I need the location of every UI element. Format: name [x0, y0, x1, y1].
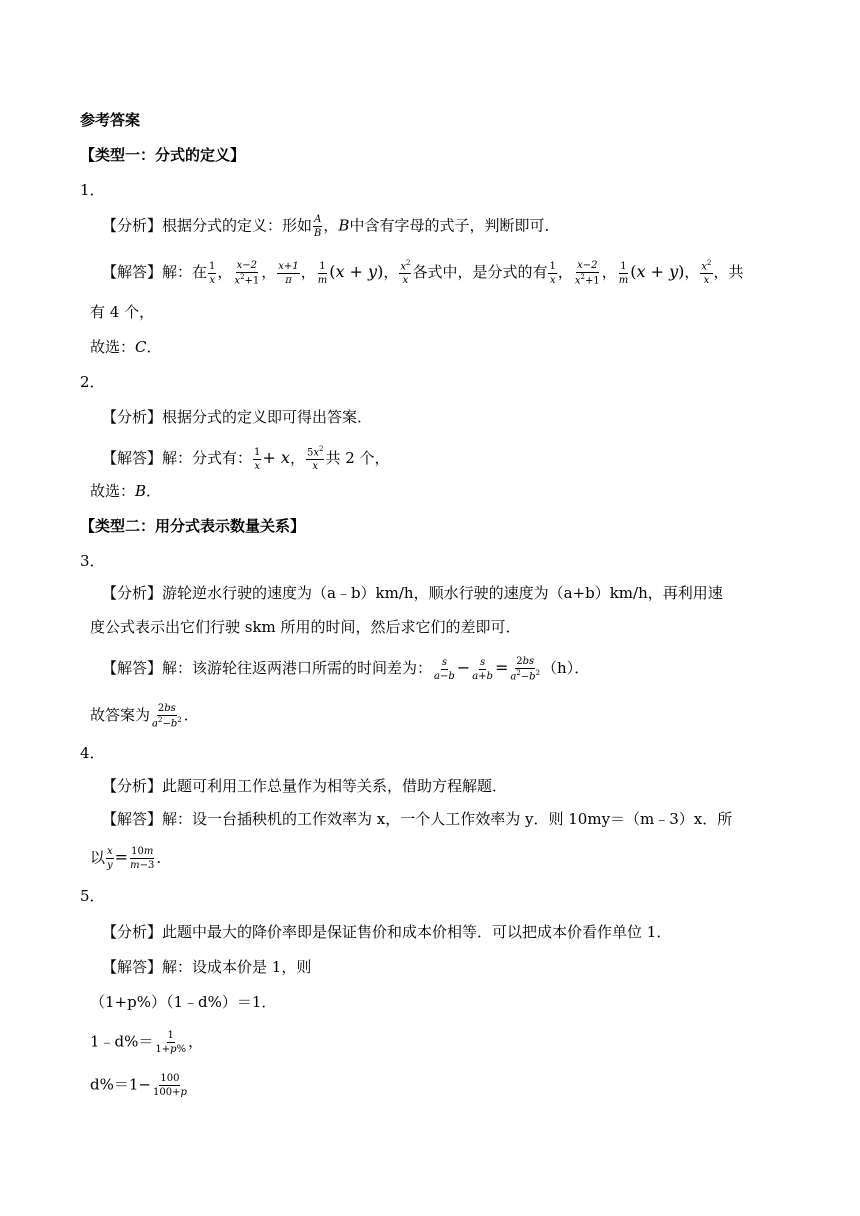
fraction: $\frac{1}{m}$ — [618, 260, 629, 286]
q2-analysis: 【分析】根据分式的定义即可得出答案． — [102, 408, 373, 426]
fraction: $\frac{2bs}{a^2-b^2}$ — [152, 703, 182, 730]
question-number-1: 1． — [80, 181, 105, 199]
question-number-3: 3． — [80, 552, 105, 570]
q5-equation-1: （1+p%）（1﹣d%）＝1． — [90, 993, 277, 1011]
q1-choice: 故选：C． — [90, 338, 162, 356]
q2-answer: 【解答】解：分式有： $\frac{1}{x}$ + x， $\frac{5x^2}{x}$ 共 2 个， — [102, 445, 390, 473]
fraction: $\frac{5x^2}{x}$ — [306, 445, 324, 473]
fraction: $\frac{10m}{m-3}$ — [130, 846, 155, 871]
fraction: $\frac{100}{100+p}$ — [152, 1073, 187, 1098]
q4-analysis: 【分析】此题可利用工作总量作为相等关系，借助方程解题． — [102, 777, 508, 795]
section-heading-1: 【类型一：分式的定义】 — [80, 146, 246, 164]
fraction: $\frac{x+1}{\pi}$ — [278, 260, 299, 286]
q5-answer: 【解答】解：设成本价是 1，则 — [102, 958, 312, 976]
fraction: $\frac{1}{x}$ — [209, 260, 216, 286]
q3-final: 故答案为 $\frac{2bs}{a^2-b^2}$ ． — [90, 703, 199, 730]
q1-answer: 【解答】解：在 $\frac{1}{x}$ ， $\frac{x-2}{x^2+1}$ ， $\frac{x+1}{\pi}$ ， $\frac{1}{m}$ (x + y)， $\frac{x^2}{x}$ 各式中，是分式的有 $\frac{1}{x}$ ， $\frac{x-2}{x^2+1}$ ， $\frac{1}{m}$ (x + y)， $\frac{x^2}{x}$ ，共 — [102, 259, 744, 287]
q3-analysis-line2: 度公式表示出它们行驶 skm 所用的时间，然后求它们的差即可． — [90, 618, 521, 636]
fraction: $\frac{1}{x}$ — [549, 260, 556, 286]
q4-answer: 【解答】解：设一台插秧机的工作效率为 x，一个人工作效率为 y．则 10my＝（m﹣3）x．所 — [102, 810, 733, 828]
fraction: $\frac{1}{m}$ — [317, 260, 328, 286]
q3-analysis: 【分析】游轮逆水行驶的速度为（a﹣b）km/h，顺水行驶的速度为（a+b）km/h，再利用速 — [102, 584, 723, 602]
q1-analysis: 【分析】根据分式的定义：形如 $\frac{A}{B}$ ，B中含有字母的式子，判断即可． — [102, 214, 560, 239]
q3-answer: 【解答】解：该游轮往返两港口所需的时间差为： $\frac{s}{a-b}$ − $\frac{s}{a+b}$ = $\frac{2bs}{a^2-b^2}$ （h）． — [102, 656, 590, 683]
page-title: 参考答案 — [80, 111, 141, 129]
fraction: $\frac{1}{1+p\%}$ — [155, 1030, 187, 1055]
q5-analysis: 【分析】此题中最大的降价率即是保证售价和成本价相等．可以把成本价看作单位 1． — [102, 923, 672, 941]
fraction: $\frac{x-2}{x^2+1}$ — [574, 260, 600, 287]
q1-answer-line2: 有 4 个， — [90, 303, 155, 321]
fraction: $\frac{1}{x}$ — [254, 446, 261, 472]
q5-equation-2: 1﹣d%＝ $\frac{1}{1+p\%}$ ， — [90, 1030, 204, 1055]
section-heading-2: 【类型二：用分式表示数量关系】 — [80, 517, 306, 535]
q4-answer-line2: 以 $\frac{x}{y}$ = $\frac{10m}{m-3}$ ． — [90, 846, 172, 871]
fraction: $\frac{s}{a-b}$ — [434, 656, 455, 682]
fraction: $\frac{x^2}{x}$ — [400, 259, 411, 287]
question-number-2: 2． — [80, 373, 105, 391]
fraction: $\frac{x^2}{x}$ — [701, 259, 712, 287]
q2-choice: 故选：B． — [90, 482, 162, 500]
fraction: $\frac{2bs}{a^2-b^2}$ — [510, 656, 541, 683]
question-number-5: 5． — [80, 887, 105, 905]
fraction-a-over-b: $\frac{A}{B}$ — [314, 214, 322, 239]
fraction: $\frac{s}{a+b}$ — [472, 656, 493, 682]
question-number-4: 4． — [80, 744, 105, 762]
q5-equation-3: d%＝1− $\frac{100}{100+p}$ — [90, 1073, 187, 1098]
fraction: $\frac{x-2}{x^2+1}$ — [234, 260, 260, 287]
fraction: $\frac{x}{y}$ — [107, 846, 113, 871]
